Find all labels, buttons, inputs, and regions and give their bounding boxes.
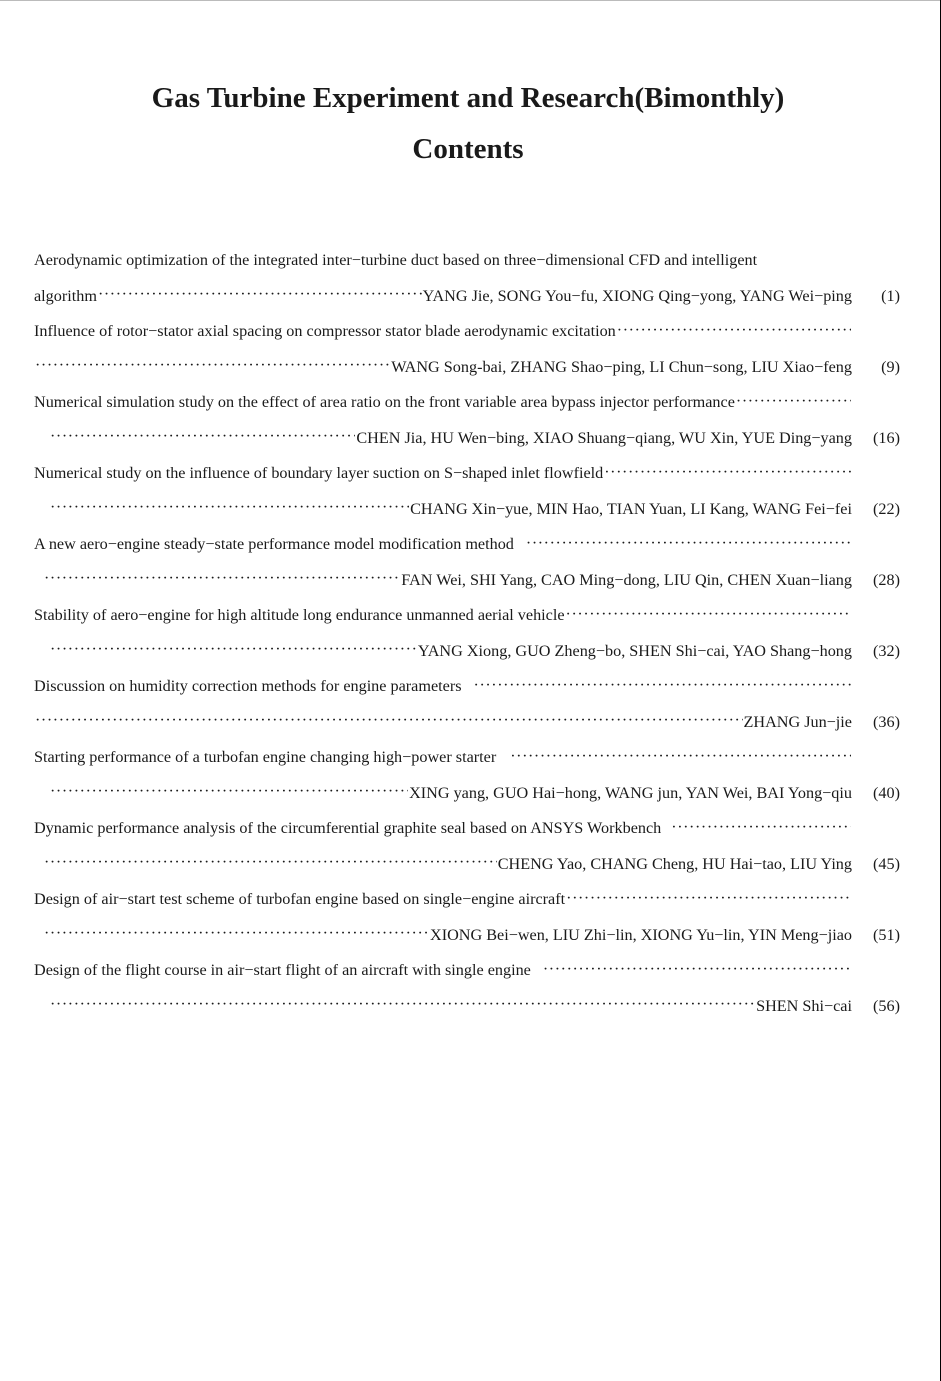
toc-entry-title-line [34, 243, 900, 279]
dot-leader [44, 570, 400, 588]
toc-entry-title-line [34, 598, 900, 634]
toc-entry-title-line [34, 740, 900, 776]
toc-entry-title[interactable]: Stability of aero−engine for high altitude long endurance unmanned aerial vehicle [34, 606, 565, 625]
toc-entry-authors: CHENG Yao, CHANG Cheng, HU Hai−tao, LIU Ying [497, 854, 852, 873]
page-top-edge [0, 0, 941, 1]
toc-entry-page[interactable]: (45) [873, 854, 900, 873]
toc-entry-title[interactable]: Discussion on humidity correction methods for engine parameters [34, 677, 462, 696]
toc-entry-author-line [34, 279, 900, 315]
toc-entry-page[interactable]: (56) [873, 996, 900, 1015]
dot-leader [566, 890, 851, 908]
toc-entry-page[interactable]: (51) [873, 925, 900, 944]
toc-entry-page[interactable]: (40) [873, 783, 900, 802]
toc-entry-page[interactable]: (22) [873, 499, 900, 518]
toc-entry-author-line [34, 847, 900, 883]
dot-leader [50, 428, 355, 446]
toc-entry-authors: YANG Xiong, GUO Zheng−bo, SHEN Shi−cai, YAO Shang−hong [417, 641, 852, 660]
toc-entry-title-line [34, 527, 900, 563]
dot-leader [35, 712, 743, 730]
toc-entry-title-line [34, 669, 900, 705]
dot-leader [98, 286, 422, 304]
dot-leader [44, 854, 497, 872]
toc-entry-author-line [34, 492, 900, 528]
dot-leader [566, 606, 851, 624]
contents-heading: Contents [412, 133, 524, 165]
toc-entry-page[interactable]: (16) [873, 428, 900, 447]
table-of-contents [34, 243, 900, 1024]
toc-entry-authors: ZHANG Jun−jie [743, 712, 852, 731]
toc-entry-author-line [34, 705, 900, 741]
toc-entry-authors: CHEN Jia, HU Wen−bing, XIAO Shuang−qiang, WU Xin, YUE Ding−yang [356, 428, 852, 447]
toc-entry-page[interactable]: (28) [873, 570, 900, 589]
toc-entry-title-line [34, 811, 900, 847]
toc-entry-authors: WANG Song-bai, ZHANG Shao−ping, LI Chun−song, LIU Xiao−feng [391, 357, 852, 376]
dot-leader [510, 748, 851, 766]
toc-entry-authors: SHEN Shi−cai [756, 996, 852, 1015]
toc-entry-title[interactable]: Design of air−start test scheme of turbofan engine based on single−engine aircraft [34, 890, 566, 909]
dot-leader [50, 996, 755, 1014]
toc-entry-author-line [34, 421, 900, 457]
dot-leader [543, 961, 851, 979]
toc-entry-author-line [34, 563, 900, 599]
dot-leader [50, 783, 408, 801]
toc-entry-page[interactable]: (32) [873, 641, 900, 660]
dot-leader [35, 357, 390, 375]
toc-entry-title-line [34, 456, 900, 492]
toc-entry-title[interactable]: Numerical study on the influence of boundary layer suction on S−shaped inlet flowfield [34, 464, 604, 483]
dot-leader [604, 464, 851, 482]
dot-leader [50, 641, 417, 659]
toc-entry-title[interactable]: A new aero−engine steady−state performance model modification method [34, 535, 514, 554]
toc-entry-authors: XING yang, GUO Hai−hong, WANG jun, YAN Wei, BAI Yong−qiu [409, 783, 852, 802]
toc-entry-page[interactable]: (1) [881, 286, 900, 305]
toc-entry-title[interactable]: Dynamic performance analysis of the circumferential graphite seal based on ANSYS Workbench [34, 819, 662, 838]
toc-entry-title-line [34, 314, 900, 350]
toc-entry-author-line [34, 634, 900, 670]
toc-entry-page[interactable]: (36) [873, 712, 900, 731]
dot-leader [50, 499, 409, 517]
toc-entry-authors: XIONG Bei−wen, LIU Zhi−lin, XIONG Yu−lin, YIN Meng−jiao [430, 925, 852, 944]
dot-leader [617, 322, 851, 340]
toc-entry-title-line [34, 953, 900, 989]
toc-entry-author-line [34, 989, 900, 1025]
toc-entry-author-line [34, 350, 900, 386]
toc-entry-title-line [34, 385, 900, 421]
journal-title: Gas Turbine Experiment and Research(Bimonthly) [151, 82, 785, 114]
toc-entry-author-line [34, 776, 900, 812]
toc-entry-authors: YANG Jie, SONG You−fu, XIONG Qing−yong, YANG Wei−ping [422, 286, 852, 305]
dot-leader [736, 393, 851, 411]
toc-entry-title-line [34, 882, 900, 918]
toc-entry-title[interactable]: Aerodynamic optimization of the integrated inter−turbine duct based on three−dimensional CFD and intelligent [34, 251, 758, 270]
toc-entry-authors: CHANG Xin−yue, MIN Hao, TIAN Yuan, LI Kang, WANG Fei−fei [410, 499, 852, 518]
dot-leader [526, 535, 851, 553]
toc-entry-title[interactable]: Starting performance of a turbofan engine changing high−power starter [34, 748, 497, 767]
toc-entry-title-continued[interactable]: algorithm [34, 286, 97, 305]
dot-leader [44, 925, 429, 943]
toc-entry-title[interactable]: Numerical simulation study on the effect of area ratio on the front variable area bypass injector performance [34, 393, 735, 412]
dot-leader [671, 819, 851, 837]
toc-entry-page[interactable]: (9) [881, 357, 900, 376]
toc-entry-title[interactable]: Influence of rotor−stator axial spacing on compressor stator blade aerodynamic excitation [34, 322, 616, 341]
toc-entry-authors: FAN Wei, SHI Yang, CAO Ming−dong, LIU Qin, CHEN Xuan−liang [401, 570, 852, 589]
toc-entry-title[interactable]: Design of the flight course in air−start flight of an aircraft with single engine [34, 961, 531, 980]
toc-entry-author-line [34, 918, 900, 954]
dot-leader [474, 677, 851, 695]
